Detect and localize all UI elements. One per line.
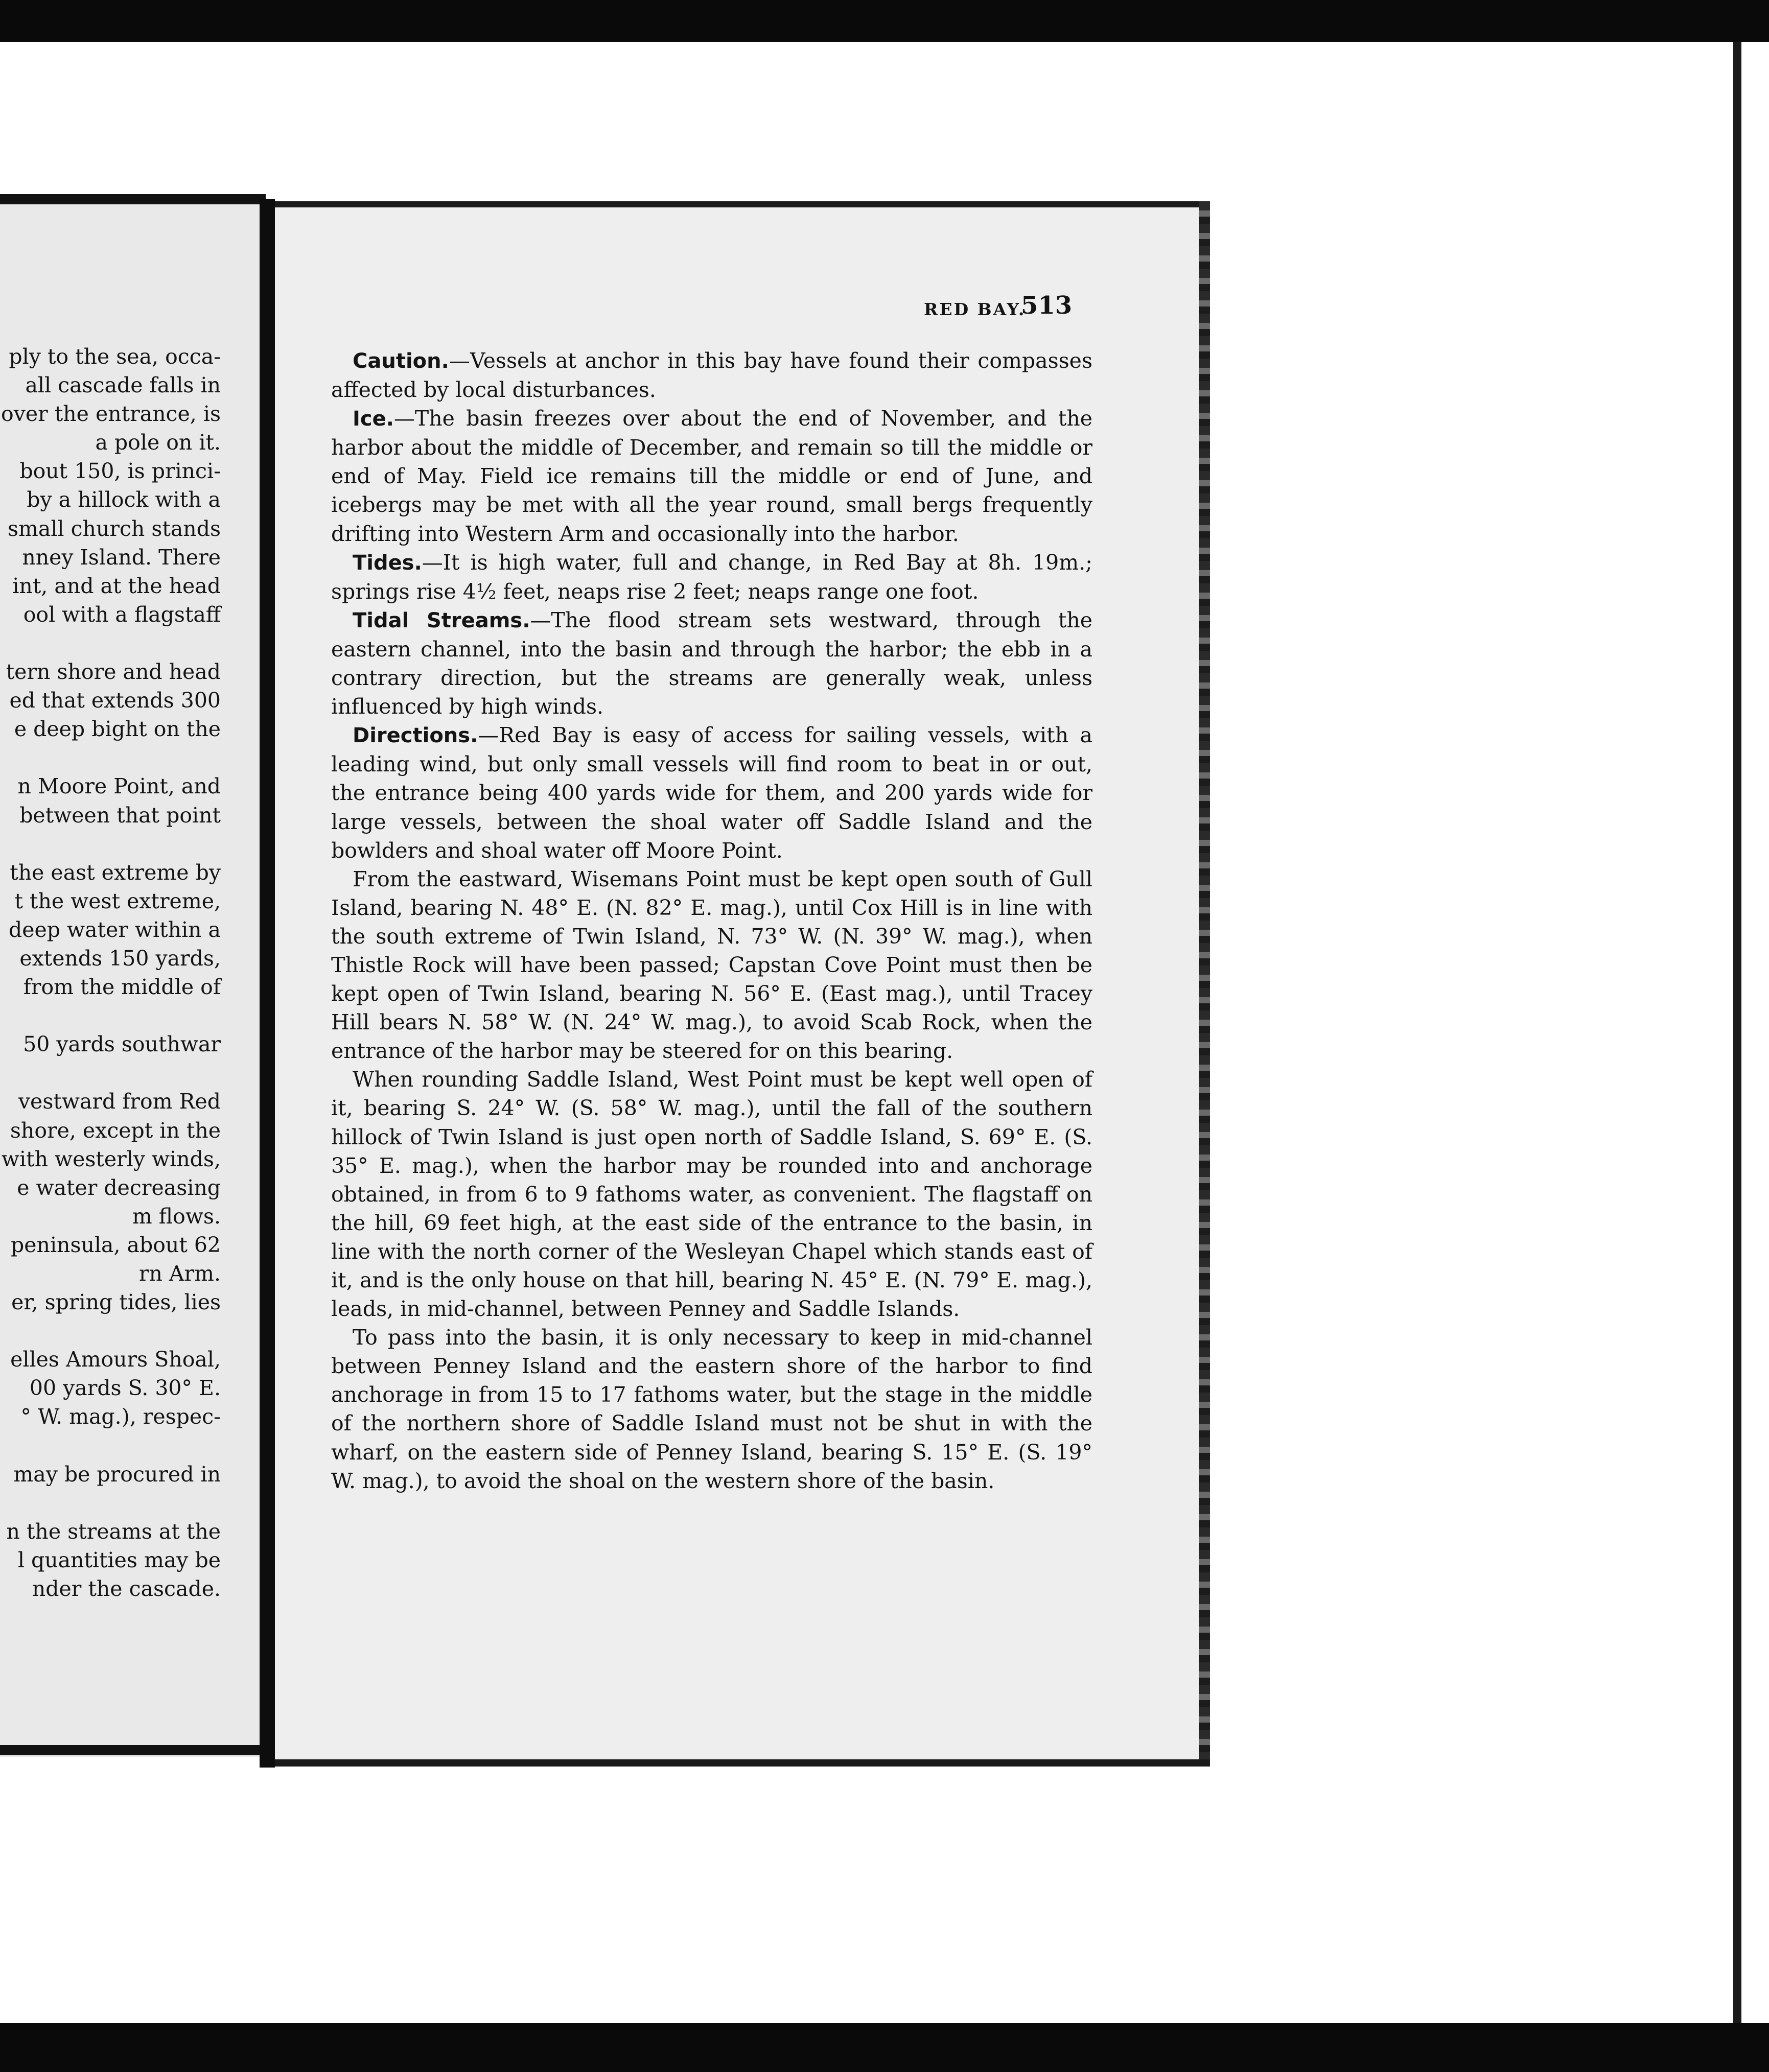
paragraph-heading: Ice. — [353, 407, 394, 431]
left-page-line: e water decreasing — [17, 1175, 221, 1200]
left-page-line: nney Island. There — [22, 545, 221, 570]
paragraph-text: —Vessels at anchor in this bay have found their compasses affected by local disturbances. — [331, 348, 1092, 403]
paragraph — [331, 1323, 1092, 1495]
left-page-line: the east extreme by — [10, 860, 221, 885]
paragraph-text: —Red Bay is easy of access for sailing vessels, with a leading wind, but only small vessels will find room to beat in or out, the entrance being 400 yards wide for them, and 200 yards wide for large vessels, between the shoal water off Saddle Island and the bowlders and shoal water off Moore Point. — [331, 723, 1092, 863]
left-page-line: ° W. mag.), respec- — [20, 1404, 221, 1429]
paragraph-heading: Caution. — [353, 349, 449, 373]
left-page-line: ed that extends 300 — [9, 688, 221, 713]
left-page-line: ool with a flagstaff — [23, 602, 221, 627]
right-page — [275, 201, 1210, 1767]
left-page-line — [0, 830, 221, 858]
left-page-line: from the middle of — [23, 975, 221, 1000]
left-page-line: small church stands — [7, 516, 221, 541]
left-page-line: peninsula, about 62 — [11, 1232, 221, 1257]
left-page-line — [0, 1316, 221, 1345]
paragraph-heading: Directions. — [353, 724, 478, 748]
left-page-line: n the streams at the — [6, 1519, 221, 1544]
left-page-line: int, and at the head — [12, 573, 221, 598]
left-page-line: rn Arm. — [138, 1261, 221, 1286]
left-page-line: ply to the sea, occa- — [9, 344, 221, 369]
left-page-line: elles Amours Shoal, — [10, 1347, 221, 1372]
paragraph-heading: Tidal Streams. — [353, 608, 530, 632]
left-page-line: m flows. — [132, 1204, 221, 1229]
left-page-line: 00 yards S. 30° E. — [29, 1376, 221, 1401]
left-page-line: a pole on it. — [95, 430, 221, 455]
right-page-bottom-edge — [275, 1759, 1210, 1767]
scan-bottom-border — [0, 2023, 1769, 2072]
left-page-line: vestward from Red — [18, 1089, 221, 1114]
paragraph — [331, 346, 1092, 404]
page-number: 513 — [1021, 291, 1073, 320]
book-spine — [260, 199, 275, 1768]
left-page-line: all cascade falls in — [25, 373, 221, 398]
left-page-line: between that point — [19, 803, 221, 828]
left-page-line — [0, 1058, 221, 1087]
paragraph — [331, 404, 1092, 548]
paragraph-text: —The flood stream sets westward, through the eastern channel, into the basin and through the harbor; the ebb in a contrary direction, but the streams are generally weak, unless influenced by high winds. — [331, 607, 1092, 719]
left-page-line — [0, 1489, 221, 1517]
left-page-line: by a hillock with a — [27, 487, 221, 512]
right-page-top-edge — [275, 201, 1210, 207]
left-page — [0, 194, 266, 1757]
paragraph-text: To pass into the basin, it is only necessary to keep in mid-channel between Penney Island and the eastern shore of the harbor to find anchorage in from 15 to 17 fathoms water, but the stage in the middle of the northern shore of Saddle Island must not be shut in with the wharf, on the eastern side of Penney Island, bearing S. 15° E. (S. 19° W. mag.), to avoid the shoal on the western shore of the basin. — [331, 1325, 1092, 1493]
left-page-line: shore, except in the — [10, 1118, 221, 1143]
paragraph-text: When rounding Saddle Island, West Point must be kept well open of it, bearing S. 24° W. (S. 58° W. mag.), until the fall of the southern hillock of Twin Island is just open north of Saddle Island, S. 69° E. (S. 35° E. mag.), when the harbor may be rounded into and anchorage obtained, in from 6 to 9 fathoms water, as convenient. The flagstaff on the hill, 69 feet high, at the east side of the entrance to the basin, in line with the north corner of the Wesleyan Chapel which stands east of it, and is the only house on that hill, bearing N. 45° E. (N. 79° E. mag.), leads, in mid-channel, between Penney and Saddle Islands. — [331, 1067, 1092, 1322]
left-page-line — [0, 629, 221, 657]
left-page-line: l quantities may be — [17, 1547, 221, 1572]
left-page-line: may be procured in — [13, 1462, 221, 1487]
left-page-line: extends 150 yards, — [19, 946, 221, 971]
scan-right-edge — [1733, 42, 1741, 2023]
scan-top-border — [0, 0, 1769, 42]
left-page-line: deep water within a — [8, 917, 221, 942]
left-cover-edge-bottom — [0, 1745, 266, 1755]
left-page-line: with westerly winds, — [1, 1146, 221, 1171]
left-page-line: over the entrance, is — [1, 402, 221, 427]
left-cover-edge-top — [0, 194, 266, 204]
left-page-line: t the west extreme, — [14, 888, 221, 913]
left-page-line — [0, 1431, 221, 1460]
running-head: RED BAY. — [924, 299, 1026, 319]
paragraph-text: —It is high water, full and change, in Red Bay at 8h. 19m.; springs rise 4½ feet, neaps rise 2 feet; neaps range one foot. — [331, 550, 1092, 604]
paragraph-text: —The basin freezes over about the end of November, and the harbor about the middle of December, and remain so till the middle or end of May. Field ice remains till the middle or end of June, and icebergs may be met with all the year round, small bergs frequently drifting into Western Arm and occasionally into the harbor. — [331, 406, 1092, 546]
left-page-line: nder the cascade. — [32, 1576, 221, 1602]
paragraph — [331, 1065, 1092, 1323]
page-stack-edge — [1199, 201, 1210, 1767]
left-page-line: n Moore Point, and — [17, 774, 221, 799]
paragraph-heading: Tides. — [353, 551, 422, 575]
paragraph — [331, 865, 1092, 1066]
left-page-line — [0, 743, 221, 772]
left-page-line: er, spring tides, lies — [11, 1290, 221, 1315]
left-page-text — [0, 342, 221, 1603]
paragraph — [331, 721, 1092, 864]
paragraph — [331, 548, 1092, 606]
body-text — [331, 346, 1092, 1495]
left-page-line: 50 yards southwar — [23, 1032, 221, 1057]
left-page-line: bout 150, is princi- — [19, 459, 221, 484]
left-page-line: tern shore and head — [6, 660, 221, 685]
paragraph — [331, 606, 1092, 721]
left-page-line — [0, 1001, 221, 1030]
paragraph-text: From the eastward, Wisemans Point must be kept open south of Gull Island, bearing N. 48° E. (N. 82° E. mag.), until Cox Hill is in line with the south extreme of Twin Island, N. 73° W. (N. 39° W. mag.), when Thistle Rock will have been passed; Capstan Cove Point must then be kept open of Twin Island, bearing N. 56° E. (East mag.), until Tracey Hill bears N. 58° W. (N. 24° W. mag.), to avoid Scab Rock, when the entrance of the harbor may be steered for on this bearing. — [331, 866, 1092, 1064]
left-page-line: e deep bight on the — [14, 717, 221, 742]
